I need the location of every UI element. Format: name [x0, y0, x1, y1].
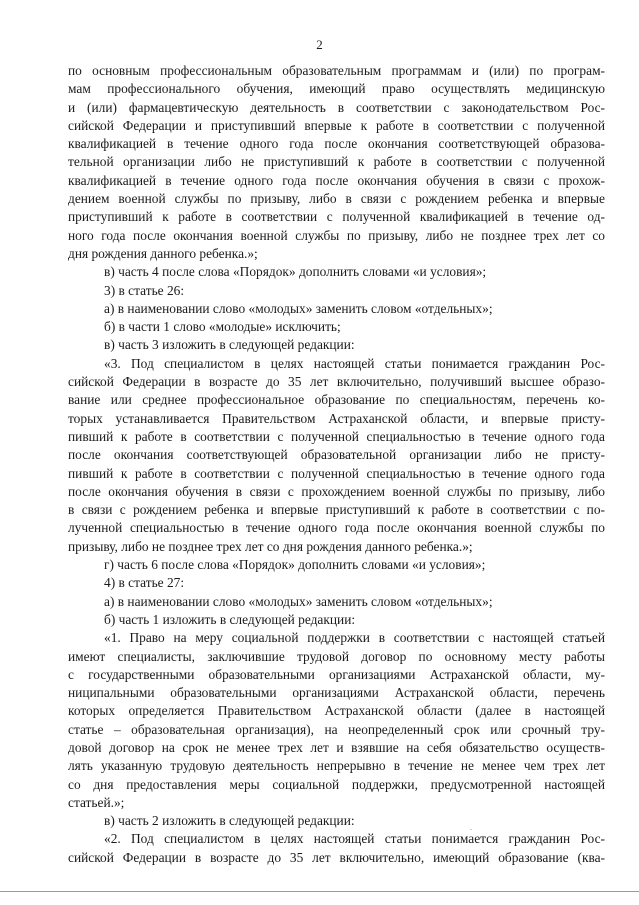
- text-line: мам профессионального обучения, имеющий право осуществлять медицинскую: [68, 81, 605, 97]
- text-line: которых определяется Правительством Астраханской области (далее в настоящей: [68, 703, 605, 719]
- page-number: 2: [316, 37, 323, 52]
- text-line: б) часть 1 изложить в следующей редакции:: [104, 611, 356, 627]
- document-body: [68, 62, 605, 867]
- text-line: ниципальными образовательными организациями Астраханской области, перечень: [68, 685, 605, 701]
- text-line: и (или) фармацевтическую деятельность в соответствии с законодательством Рос-: [68, 99, 605, 115]
- text-line: довой договор на срок не менее трех лет и взявшие на себя обязательство осуществ-: [68, 739, 605, 755]
- text-line: сийской Федерации в возрасте до 35 лет включительно, имеющий образование (ква-: [68, 849, 605, 865]
- text-line: с государственными образовательными организациями Астраханской области, му-: [68, 666, 605, 682]
- text-line: имеют специалисты, заключившие трудовой договор по основному месту работы: [68, 648, 605, 664]
- text-line: со дня предоставления меры социальной поддержки, предусмотренной настоящей: [68, 776, 605, 792]
- text-line: пивший к работе в соответствии с полученной специальностью в течение одного года: [68, 465, 605, 481]
- text-line: после окончания соответствующей образовательной организации либо не присту-: [68, 447, 605, 463]
- text-line: вание или среднее профессиональное образование по специальностям, перечень ко-: [68, 392, 605, 408]
- text-line: лученной специальностью в течение одного года после окончания военной службы по: [68, 520, 605, 536]
- scan-artifact: [470, 829, 472, 830]
- text-line: б) в части 1 слово «молодые» исключить;: [104, 319, 341, 335]
- page-bottom-edge: [0, 891, 639, 892]
- text-line: приступивший к работе в соответствии с полученной квалификацией в течение од-: [68, 209, 605, 225]
- text-line: 3) в статье 26:: [104, 282, 185, 298]
- text-line: квалификацией в течение одного года после окончания обучения в связи с прохож-: [68, 172, 605, 188]
- text-line: 4) в статье 27:: [104, 575, 185, 591]
- text-line: «1. Право на меру социальной поддержки в соответствии с настоящей статьей: [104, 630, 605, 646]
- text-line: квалификацией в течение одного года после окончания соответствующей образова-: [68, 136, 605, 152]
- text-line: торых устанавливается Правительством Астраханской области, и впервые присту-: [68, 410, 605, 426]
- text-line: лять указанную трудовую деятельность непрерывно в течение не менее чем трех лет: [68, 758, 605, 774]
- text-line: пивший к работе в соответствии с полученной специальностью в течение одного года: [68, 428, 605, 444]
- text-line: а) в наименовании слово «молодых» заменить словом «отдельных»;: [104, 300, 493, 316]
- text-line: в связи с рождением ребенка и впервые приступивший к работе в соответствии с по-: [68, 502, 605, 518]
- text-line: тельной организации либо не приступивший к работе в соответствии с полученной: [68, 154, 605, 170]
- text-line: дня рождения данного ребенка.»;: [68, 245, 258, 261]
- text-line: в) часть 4 после слова «Порядок» дополнить словами «и условия»;: [104, 264, 487, 280]
- text-line: сийской Федерации и приступивший впервые к работе в соответствии с полученной: [68, 117, 605, 133]
- text-line: по основным профессиональным образовательным программам и (или) по програм-: [68, 63, 605, 78]
- text-line: дением военной службы по призыву, либо в связи с рождением ребенка и впервые: [68, 191, 605, 207]
- text-line: в) часть 3 изложить в следующей редакции:: [104, 337, 355, 353]
- text-line: а) в наименовании слово «молодых» заменить словом «отдельных»;: [104, 593, 493, 609]
- text-line: сийской Федерации в возрасте до 35 лет включительно, получивший высшее образо-: [68, 374, 605, 390]
- text-line: после окончания обучения в связи с прохождением военной службы по призыву, либо: [68, 483, 605, 499]
- text-line: г) часть 6 после слова «Порядок» дополнить словами «и условия»;: [104, 557, 486, 573]
- text-line: статье – образовательная организация), на неопределенный срок или срочный тру-: [68, 721, 605, 737]
- text-line: статьей.»;: [68, 794, 125, 810]
- text-line: в) часть 2 изложить в следующей редакции:: [104, 813, 355, 829]
- text-line: призыву, либо не позднее трех лет со дня рождения данного ребенка.»;: [68, 538, 473, 554]
- text-line: «2. Под специалистом в целях настоящей статьи понимается гражданин Рос-: [104, 831, 605, 847]
- text-line: ного года после окончания военной службы по призыву, либо не позднее трех лет со: [68, 227, 605, 243]
- text-line: «3. Под специалистом в целях настоящей статьи понимается гражданин Рос-: [104, 355, 605, 371]
